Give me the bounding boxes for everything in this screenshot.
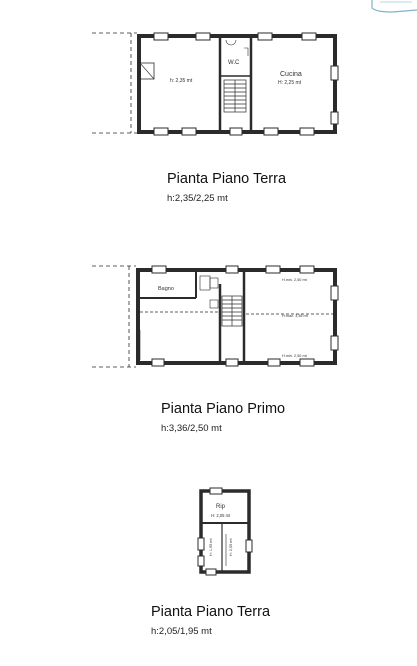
plan-title-annex: Pianta Piano Terra [151, 604, 271, 620]
room-height-left-annex: H: 1,95 mt [209, 538, 213, 556]
room-storage-height: H: 2,05 mt [211, 513, 231, 518]
stair-icon [224, 80, 246, 112]
plan-height-first-floor: h:3,36/2,50 mt [161, 423, 222, 434]
corner-stamp [372, 0, 417, 12]
plan-height-annex: h:2,05/1,95 mt [151, 626, 212, 637]
plan-annex [198, 488, 252, 575]
room-kitchen-label: Cucina [280, 71, 302, 78]
plan-ground-floor [92, 33, 338, 135]
room-height-bottom: H.min. 2,50 mt [282, 354, 307, 358]
room-height-mid: H.max. 3,36 mt [282, 314, 308, 318]
room-kitchen-height: H: 2,25 mt [278, 80, 302, 86]
plan-title-ground-floor: Pianta Piano Terra [167, 171, 287, 187]
stair-icon [222, 296, 242, 326]
room-bath-label: Bagno [158, 286, 174, 292]
room-storage-label: Rip [216, 504, 226, 510]
room-height-left: h: 2,35 mt [170, 78, 193, 84]
plan-height-ground-floor: h:2,35/2,25 mt [167, 193, 228, 204]
room-height-top: H.min. 2,50 mt [282, 278, 307, 282]
plan-title-first-floor: Pianta Piano Primo [161, 401, 286, 417]
room-height-right-annex: H: 2,05 mt [229, 538, 233, 556]
room-wc-label: W.C [228, 60, 240, 66]
